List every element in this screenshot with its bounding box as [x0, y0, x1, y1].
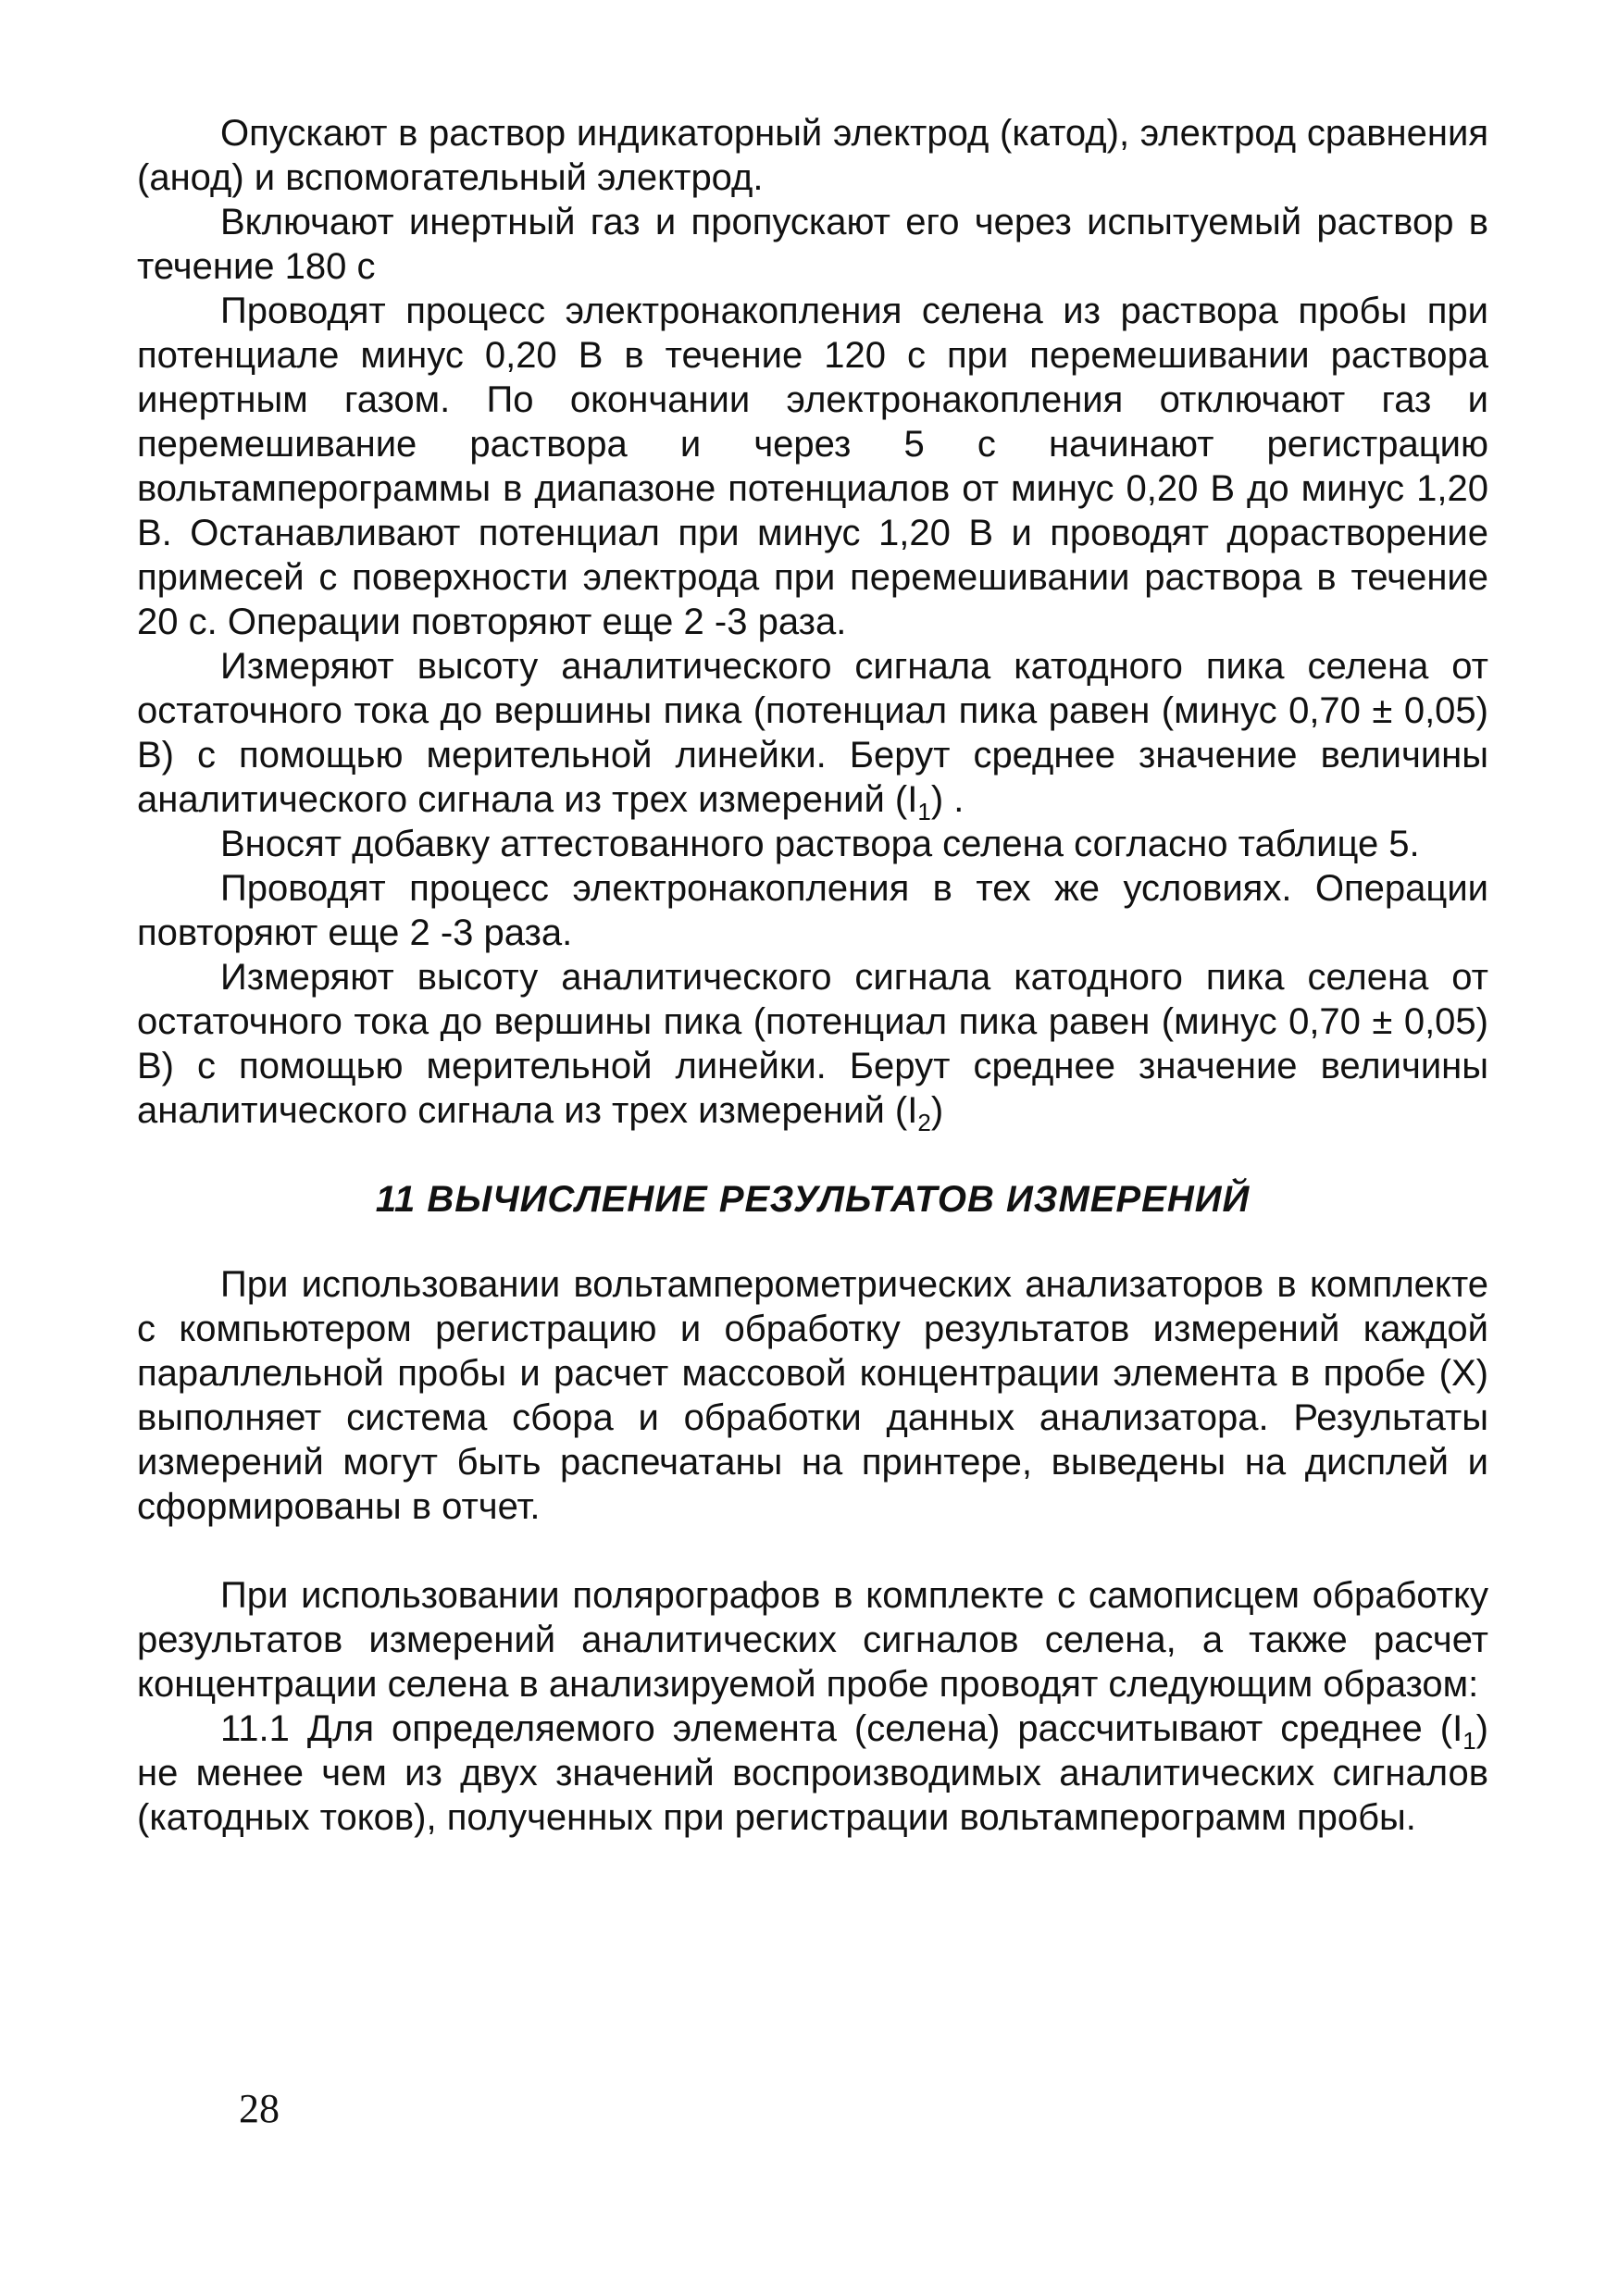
paragraph-11-1-text: 11.1 Для определяемого элемента (селена) рассчитывают среднее (I — [220, 1708, 1463, 1749]
paragraph-measure-signal-1-tail: ) . — [930, 779, 965, 820]
page-number: 28 — [239, 2086, 280, 2131]
subscript-1: 1 — [917, 798, 931, 825]
paragraph-gap — [137, 1529, 1488, 1573]
paragraph-measure-signal-2 — [137, 955, 1488, 1136]
paragraph-electroaccumulation: Проводят процесс электронакопления селена из раствора пробы при потенциале минус 0,20 В в течение 120 с при перемешивании раствора инертным газом. По окончании электронакопления отключают газ и перемешивание раствора и через 5 с начинают регистрацию вольтамперограммы в диапазоне потенциалов от минус 0,20 В до минус 1,20 В. Останавливают потенциал при минус 1,20 В и проводят дорастворение примесей с поверхности электрода при перемешивании раствора в течение 20 с. Операции повторяют еще 2 -3 раза. — [137, 291, 1488, 642]
paragraph-measure-signal-1 — [137, 644, 1488, 825]
paragraph-polarograph: При использовании полярографов в комплекте с самописцем обработку результатов измерений аналитических сигналов селена, а также расчет концентрации селена в анализируемой пробе проводят следующим образом: — [137, 1575, 1488, 1705]
paragraph-measure-signal-1-text: Измеряют высоту аналитического сигнала катодного пика селена от остаточного тока до вершины пика (потенциал пика равен (минус 0,70 ± 0,05) В) с помощью мерительной линейки. Берут среднее значение величины аналитического сигнала из трех измерений (I — [137, 646, 1488, 820]
body-text — [137, 111, 1488, 1840]
paragraph-measure-signal-2-tail: ) — [930, 1090, 944, 1131]
subscript-2: 2 — [917, 1109, 931, 1136]
paragraph-11-1 — [137, 1706, 1488, 1840]
section-heading: 11 ВЫЧИСЛЕНИЕ РЕЗУЛЬТАТОВ ИЗМЕРЕНИЙ — [375, 1179, 1251, 1220]
paragraph-electrodes: Опускают в раствор индикаторный электрод (катод), электрод сравнения (анод) и вспомогательный электрод. — [137, 113, 1488, 198]
paragraph-11-1-tail: ) не менее чем из двух значений воспроизводимых аналитических сигналов (катодных токов), полученных при регистрации вольтамперограмм пробы. — [137, 1708, 1488, 1838]
paragraph-add-standard: Вносят добавку аттестованного раствора селена согласно таблице 5. — [220, 824, 1420, 864]
paragraph-inert-gas: Включают инертный газ и пропускают его через испытуемый раствор в течение 180 с — [137, 202, 1488, 287]
paragraph-analyzer-computer: При использовании вольтамперометрических анализаторов в комплекте с компьютером регистрацию и обработку результатов измерений каждой параллельной пробы и расчет массовой концентрации элемента в пробе (X) выполняет система сбора и обработки данных анализатора. Результаты измерений могут быть распечатаны на принтере, выведены на дисплей и сформированы в отчет. — [137, 1264, 1488, 1527]
paragraph-repeat-process: Проводят процесс электронакопления в тех же условиях. Операции повторяют еще 2 -3 раза. — [137, 868, 1488, 953]
subscript-11-1: 1 — [1462, 1727, 1476, 1755]
paragraph-measure-signal-2-text: Измеряют высоту аналитического сигнала катодного пика селена от остаточного тока до вершины пика (потенциал пика равен (минус 0,70 ± 0,05) В) с помощью мерительной линейки. Берут среднее значение величины аналитического сигнала из трех измерений (I — [137, 957, 1488, 1131]
